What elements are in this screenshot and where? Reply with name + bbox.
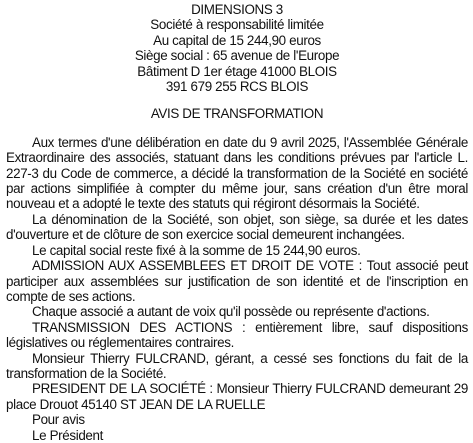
company-header: [6, 2, 468, 94]
signatory: Le Président: [32, 427, 103, 443]
paragraph-denomination: La dénomination de la Société, son objet, son siège, sa durée et les dates d'ouverture et de clôture de son exercice social demeurent inchangées.: [6, 211, 468, 243]
notice-title: AVIS DE TRANSFORMATION: [150, 106, 324, 122]
legal-form: Société à responsabilité limitée: [150, 17, 324, 33]
share-capital: Au capital de 15 244,90 euros: [153, 32, 321, 48]
paragraph-voting: Chaque associé a autant de voix qu'il possède ou représente d'actions.: [32, 304, 430, 320]
paragraph-president: PRESIDENT DE LA SOCIÉTÉ : Monsieur Thierry FULCRAND demeurant 29 place Drouot 45140 ST JEAN DE LA RUELLE: [6, 381, 468, 412]
registered-office: Siège social : 65 avenue de l'Europe: [134, 48, 340, 64]
building-address: Bâtiment D 1er étage 41000 BLOIS: [137, 63, 337, 79]
pour-avis: Pour avis: [32, 412, 85, 428]
paragraph-transmission: TRANSMISSION DES ACTIONS : entièrement libre, sauf dispositions législatives ou réglementaires contraires.: [6, 319, 468, 351]
paragraph-manager: Monsieur Thierry FULCRAND, gérant, a cessé ses fonctions du fait de la transformation de la Société.: [6, 350, 468, 381]
rcs-number: 391 679 255 RCS BLOIS: [165, 79, 309, 95]
company-name: DIMENSIONS 3: [191, 2, 283, 17]
paragraph-deliberation: Aux termes d'une délibération en date du 9 avril 2025, l'Assemblée Générale Extraordinaire des associés, statuant dans les conditions prévues par l'article L. 227-3 du Code de commerce, a décidé la transformation de la Société en société par actions simplifiée à compter du même jour, sans création d'un être moral nouveau et a adopté le texte des statuts qui régiront désormais la Société.: [6, 134, 468, 212]
paragraph-capital: Le capital social reste fixé à la somme de 15 244,90 euros.: [32, 242, 361, 258]
paragraph-admission: ADMISSION AUX ASSEMBLEES ET DROIT DE VOTE : Tout associé peut participer aux assemblées sur justification de son identité et de l'inscription en compte de ses actions.: [6, 258, 468, 304]
